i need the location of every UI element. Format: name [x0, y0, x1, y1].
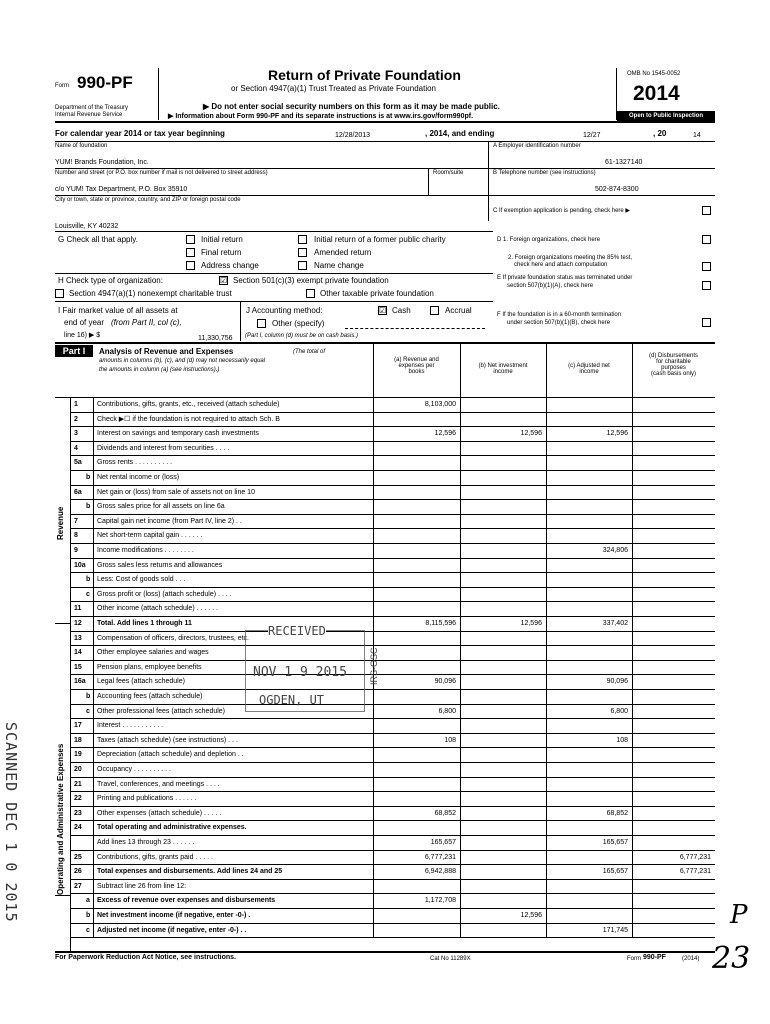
other-taxable-checkbox[interactable]	[306, 289, 315, 298]
rule	[55, 273, 493, 274]
ein-label: A Employer identification number	[493, 143, 581, 149]
irs-label: Internal Revenue Service	[55, 112, 123, 118]
part1-tag: Part I	[55, 345, 93, 357]
tax-year-begin: 12/28/2013	[335, 132, 371, 139]
line-description: Compensation of officers, directors, trustees, etc.	[97, 634, 249, 642]
part1-rule	[55, 342, 715, 344]
rule	[55, 195, 715, 196]
line-number: 12	[74, 620, 82, 627]
line-value-a: 8,103,000	[424, 401, 456, 408]
exemption-pending-label: C If exemption application is pending, check here ▶	[493, 208, 631, 214]
line-description: Income modifications . . . . . . . .	[97, 547, 194, 554]
sixty-month-label: F If the foundation is in a 60-month termination	[497, 312, 622, 318]
line-rule	[70, 806, 715, 807]
footer-form-number: 990-PF	[643, 954, 666, 961]
line-rule	[70, 908, 715, 909]
line-rule	[70, 777, 715, 778]
line-rule	[70, 937, 715, 938]
line-rule	[70, 470, 715, 471]
line-number: 21	[74, 780, 82, 788]
footer-notice: For Paperwork Reduction Act Notice, see instructions.	[55, 954, 236, 961]
line-description: Gross sales less returns and allowances	[97, 561, 223, 569]
line-description: Total expenses and disbursements. Add lines 24 and 25	[97, 868, 283, 876]
line-number: 22	[74, 795, 82, 803]
status-terminated-label: E If private foundation status was terminated under	[497, 275, 633, 281]
status-terminated-label-2: section 507(b)(1)(A), check here	[507, 283, 594, 289]
sixty-month-label-2: under section 507(b)(1)(B), check here	[507, 320, 611, 326]
foreign-85-label: 2. Foreign organizations meeting the 85% test,	[508, 255, 633, 261]
part1-desc-1: (The total of	[293, 349, 326, 355]
footer-form-word: Form	[627, 956, 641, 962]
rule	[55, 397, 715, 398]
rule	[55, 231, 493, 232]
c3-checkbox[interactable]: ☑	[220, 276, 228, 285]
col-d-header-3: purposes	[661, 365, 686, 371]
line-rule	[70, 412, 715, 413]
line-description: Pension plans, employee benefits	[97, 663, 202, 671]
line-rule	[70, 835, 715, 836]
bottom-rule	[55, 951, 715, 953]
initial-former-checkbox[interactable]	[298, 235, 307, 244]
line-rule	[70, 820, 715, 821]
line-rule	[70, 864, 715, 865]
col-b-header-2: income	[493, 369, 513, 375]
line-rule	[70, 879, 715, 880]
line-number: 1	[74, 401, 78, 408]
line-description: Travel, conferences, and meetings . . . .	[97, 780, 220, 788]
foreign-org-checkbox[interactable]	[702, 235, 711, 244]
address-change-label: Address change	[201, 261, 259, 270]
line-value-a: 90,096	[434, 678, 456, 686]
line-rule	[70, 572, 715, 573]
line-rule	[70, 514, 715, 515]
line-description: Contributions, gifts, grants paid . . . . .	[97, 853, 213, 861]
column-rule	[460, 397, 461, 937]
dept-label: Department of the Treasury	[55, 105, 129, 111]
form-990pf	[55, 63, 715, 960]
name-change-checkbox[interactable]	[298, 261, 307, 270]
line-rule	[70, 528, 715, 529]
line-rule	[70, 426, 715, 427]
line-number: 20	[74, 766, 82, 773]
cash-basis-note: (Part I, column (d) must be on cash basis.)	[245, 333, 359, 339]
part1-desc-2: amounts in columns (b), (c), and (d) may not necessarily equal	[99, 358, 266, 364]
line-rule	[70, 558, 715, 559]
line-rule	[70, 441, 715, 442]
line-sub-letter: b	[86, 503, 91, 511]
line-number: 10a	[74, 561, 86, 569]
sixty-month-checkbox[interactable]	[702, 318, 711, 327]
line-description: Total. Add lines 1 through 11	[97, 620, 192, 627]
line-sub-letter: c	[86, 707, 90, 715]
line-number: 16a	[74, 678, 86, 686]
line-value-b: 12,596	[520, 912, 542, 919]
col-a-header-3: books	[408, 369, 425, 375]
room-label: Room/suite	[433, 170, 464, 176]
ein-value: 61-1327140	[605, 159, 643, 166]
handwritten-mark-2: 23	[712, 941, 751, 976]
line-number: 18	[74, 736, 82, 744]
other-method-line	[345, 328, 485, 329]
line-number: 17	[74, 722, 82, 730]
other-method-checkbox[interactable]	[257, 319, 266, 328]
received-stamp-text: RECEIVED	[268, 624, 326, 638]
line-description: Contributions, gifts, grants, etc., received (attach schedule)	[97, 401, 280, 408]
final-return-checkbox[interactable]	[186, 248, 195, 257]
col-d-header-1: (d) Disbursements	[648, 353, 698, 359]
line-description: Excess of revenue over expenses and disbursements	[97, 897, 276, 905]
tax-year-end-year: 14	[693, 132, 701, 139]
col-b-header-1: (b) Net investment	[478, 363, 528, 369]
line-number: 2	[74, 415, 78, 423]
ij-divider	[240, 301, 241, 341]
inspection-banner: Open to Public Inspection	[617, 111, 715, 121]
line-rule	[70, 762, 715, 763]
line-rule	[70, 455, 715, 456]
line-value-c: 324,806	[602, 547, 628, 554]
footer-cat: Cat No 11289X	[430, 956, 471, 962]
foundation-name: YUM! Brands Foundation, Inc.	[55, 159, 149, 166]
col-a-header-2: expenses per	[398, 363, 435, 369]
fmv-label-1: I Fair market value of all assets at	[58, 306, 178, 315]
omb-number: OMB No 1545-0052	[627, 71, 681, 77]
foreign-org-label: D 1. Foreign organizations, check here	[497, 237, 601, 243]
line-description: Adjusted net income (if negative, enter -0-) . .	[97, 926, 247, 934]
line-description: Net rental income or (loss)	[97, 474, 180, 481]
side-rule	[55, 895, 70, 896]
line-sub-letter: c	[86, 590, 90, 598]
line-description: Add lines 13 through 23 . . . . . .	[97, 839, 195, 846]
line-description: Gross sales price for all assets on line 6a	[97, 503, 225, 511]
line-value-a: 165,657	[430, 839, 456, 846]
line-description: Other income (attach schedule) . . . . . .	[97, 605, 218, 613]
col-c-header-2: income	[579, 369, 599, 375]
scanned-stamp: SCANNED DEC 1 0 2015	[2, 722, 20, 923]
c3-label: Section 501(c)(3) exempt private foundation	[233, 276, 389, 285]
column-rule	[546, 397, 547, 937]
initial-return-checkbox[interactable]	[186, 235, 195, 244]
part1-title: Analysis of Revenue and Expenses	[99, 347, 234, 356]
line-number: 6a	[74, 488, 82, 496]
line-rule	[70, 747, 715, 748]
header-divider-left	[158, 68, 159, 120]
line-number: 5a	[74, 459, 82, 467]
line-number: 9	[74, 547, 78, 554]
line-rule	[70, 733, 715, 734]
line-description: Dividends and interest from securities . . . .	[97, 444, 230, 452]
line-rule	[70, 893, 715, 894]
line-description: Less: Cost of goods sold . . .	[97, 576, 186, 584]
line-value-b: 12,596	[520, 430, 542, 438]
line-description: Subtract line 26 from line 12:	[97, 882, 187, 890]
expenses-side-label: Operating and Administrative Expenses	[56, 743, 65, 895]
notice-ssn: ▶ Do not enter social security numbers on this form as it may be made public.	[203, 102, 500, 111]
line-value-a: 68,852	[434, 809, 456, 817]
form-word: Form	[55, 83, 69, 89]
initial-return-label: Initial return	[201, 235, 243, 244]
line-value-a: 1,172,708	[424, 897, 456, 905]
line-value-c: 6,800	[610, 707, 628, 715]
line-value-c: 108	[616, 736, 628, 744]
cash-checkbox[interactable]: ☑	[379, 306, 387, 315]
line-description: Check ▶☐ if the foundation is not required to attach Sch. B	[97, 415, 280, 423]
col-a-header-1: (a) Revenue and	[394, 357, 439, 363]
line-value-c: 171,745	[602, 926, 628, 934]
revenue-side-label: Revenue	[56, 506, 65, 540]
line-rule	[70, 718, 715, 719]
phone-value: 502-874-8300	[595, 186, 639, 193]
received-stamp-city: OGDEN, UT	[259, 693, 325, 707]
line-rule	[70, 660, 715, 661]
fmv-label-3: line 16) ▶ $	[64, 332, 101, 339]
line-number: 11	[74, 605, 82, 613]
line-rule	[70, 499, 715, 500]
foreign-85-checkbox[interactable]	[702, 262, 711, 271]
line-rule	[70, 601, 715, 602]
address-label: Number and street (or P.O. box number if mail is not delivered to street address)	[55, 170, 268, 176]
fmv-value: 11,330,756	[198, 335, 233, 342]
line-number: 19	[74, 751, 82, 759]
line-number: 15	[74, 663, 82, 671]
line-description: Total operating and administrative expenses.	[97, 824, 247, 832]
amended-return-checkbox[interactable]	[298, 248, 307, 257]
foundation-city: Louisville, KY 40232	[55, 223, 119, 230]
col-a-header	[373, 357, 460, 375]
accrual-checkbox[interactable]	[430, 306, 439, 315]
cash-label: Cash	[392, 306, 411, 315]
other-taxable-label: Other taxable private foundation	[320, 289, 434, 298]
line-sub-letter: c	[86, 926, 90, 934]
line-value-c: 165,657	[602, 839, 628, 846]
line-description: Accounting fees (attach schedule)	[97, 693, 203, 700]
line-description: Legal fees (attach schedule)	[97, 678, 185, 686]
line-value-a: 6,942,888	[424, 868, 456, 876]
line-number: 13	[74, 634, 82, 642]
line-rule	[70, 850, 715, 851]
line-rule	[70, 587, 715, 588]
line-value-a: 108	[444, 736, 456, 744]
line-number-rule	[93, 397, 94, 937]
foundation-address: c/o YUM! Tax Department, P.O. Box 35910	[55, 186, 188, 193]
col-b-header	[460, 363, 546, 375]
line-rule	[70, 791, 715, 792]
g-label: G Check all that apply.	[58, 235, 138, 244]
col-c-header	[546, 363, 632, 375]
city-label: City or town, state or province, country, and ZIP or foreign postal code	[55, 197, 241, 203]
form-title: Return of Private Foundation	[268, 67, 461, 83]
line-description: Other employee salaries and wages	[97, 649, 209, 657]
part1-desc-3: the amounts in column (a) (see instructions).)	[99, 367, 220, 373]
line-sub-letter: b	[86, 912, 91, 919]
received-stamp-date: NOV 1 9 2015	[253, 665, 347, 680]
line-number: 14	[74, 649, 82, 657]
line-value-d: 6,777,231	[679, 853, 711, 861]
line-rule	[70, 485, 715, 486]
nonexempt-trust-checkbox[interactable]	[55, 289, 64, 298]
calendar-mid: , 2014, and ending	[425, 129, 495, 138]
line-number: 4	[74, 444, 78, 452]
h-label: H Check type of organization:	[58, 276, 163, 285]
line-description: Other professional fees (attach schedule)	[97, 707, 226, 715]
line-rule	[70, 689, 715, 690]
line-value-a: 6,777,231	[424, 853, 456, 861]
calendar-label: For calendar year 2014 or tax year beginning	[55, 129, 225, 138]
form-subtitle: or Section 4947(a)(1) Trust Treated as Private Foundation	[231, 84, 436, 93]
line-sub-letter: b	[86, 474, 91, 481]
line-description: Other expenses (attach schedule) . . . . .	[97, 809, 222, 817]
final-return-label: Final return	[201, 248, 242, 257]
notice-info: ▶ Information about Form 990-PF and its separate instructions is at www.irs.gov/form990pf.	[168, 113, 474, 120]
tax-year: 2014	[633, 82, 680, 105]
line-sub-letter: b	[86, 576, 91, 584]
header-rule	[55, 121, 715, 123]
form-number: 990-PF	[77, 73, 133, 92]
line-description: Gross rents . . . . . . . . . .	[97, 459, 173, 467]
line-description: Depreciation (attach schedule) and depletion . .	[97, 751, 244, 759]
line-number: 7	[74, 517, 78, 525]
handwritten-mark-1: P	[730, 900, 748, 930]
line-sub-letter: a	[86, 897, 90, 905]
col-d-header-4: (cash basis only)	[650, 371, 697, 377]
room-divider	[428, 168, 429, 195]
rule	[55, 141, 715, 142]
rule	[55, 301, 493, 302]
line-rule	[70, 631, 715, 632]
line-number: 23	[74, 809, 82, 817]
name-label: Name of foundation	[55, 143, 108, 149]
irs-osc-stamp: IRS-OSC	[369, 647, 379, 685]
accounting-method-label: J Accounting method:	[246, 306, 323, 315]
nonexempt-trust-label: Section 4947(a)(1) nonexempt charitable trust	[69, 289, 232, 298]
id-column-divider	[488, 141, 489, 221]
line-value-c: 12,596	[606, 430, 628, 438]
name-change-label: Name change	[314, 261, 364, 270]
line-number: 25	[74, 853, 82, 861]
col-d-header-2: for charitable	[656, 359, 691, 365]
line-value-b: 12,596	[520, 620, 542, 627]
line-description: Interest on savings and temporary cash investments	[97, 430, 259, 438]
line-value-c: 165,657	[602, 868, 628, 876]
line-number: 3	[74, 430, 78, 438]
side-rule	[55, 623, 70, 624]
foreign-85-label-2: check here and attach computation	[514, 262, 608, 268]
line-sub-letter: b	[86, 693, 91, 700]
line-rule	[70, 645, 715, 646]
exemption-pending-checkbox[interactable]	[702, 206, 711, 215]
tax-year-end: 12/27	[583, 132, 601, 139]
fmv-label-2b: (from Part II, col (c),	[111, 318, 182, 327]
status-terminated-checkbox[interactable]	[702, 281, 711, 290]
line-description: Net investment income (if negative, enter -0-) .	[97, 912, 251, 919]
line-description: Net short-term capital gain . . . . . .	[97, 532, 203, 540]
col-c-header-1: (c) Adjusted net	[568, 363, 610, 369]
line-number: 8	[74, 532, 78, 540]
other-method-label: Other (specify)	[272, 319, 325, 328]
line-rule	[70, 923, 715, 924]
line-rule	[70, 543, 715, 544]
initial-former-label: Initial return of a former public charity	[314, 235, 446, 244]
line-value-c: 68,852	[606, 809, 628, 817]
line-description: Interest . . . . . . . . . . .	[97, 722, 164, 730]
line-number: 24	[74, 824, 82, 832]
phone-label: B Telephone number (see instructions)	[493, 170, 596, 176]
fmv-label-2a: end of year	[64, 318, 105, 327]
line-description: Taxes (attach schedule) (see instructions) . . .	[97, 736, 238, 744]
line-value-c: 337,402	[602, 620, 628, 627]
calendar-end-suffix: , 20	[653, 129, 667, 138]
line-description: Net gain or (loss) from sale of assets not on line 10	[97, 488, 255, 496]
line-rule	[70, 616, 715, 617]
accrual-label: Accrual	[445, 306, 472, 315]
line-description: Occupancy . . . . . . . . . .	[97, 766, 171, 773]
line-value-c: 90,096	[606, 678, 628, 686]
line-value-a: 12,596	[434, 430, 456, 438]
line-value-a: 6,800	[438, 707, 456, 715]
amended-return-label: Amended return	[314, 248, 372, 257]
rule	[55, 168, 715, 169]
line-value-d: 6,777,231	[679, 868, 711, 876]
line-value-a: 8,115,596	[425, 620, 456, 627]
line-number: 27	[74, 882, 82, 890]
line-rule	[70, 674, 715, 675]
column-rule	[632, 397, 633, 937]
line-description: Gross profit or (loss) (attach schedule) . . . .	[97, 590, 232, 598]
line-description: Capital gain net income (from Part IV, line 2) . .	[97, 517, 242, 525]
footer-year: (2014)	[682, 956, 700, 962]
col-d-header	[632, 353, 715, 377]
line-rule	[70, 704, 715, 705]
address-change-checkbox[interactable]	[186, 261, 195, 270]
line-description: Printing and publications . . . . . .	[97, 795, 197, 803]
line-number: 26	[74, 868, 82, 876]
